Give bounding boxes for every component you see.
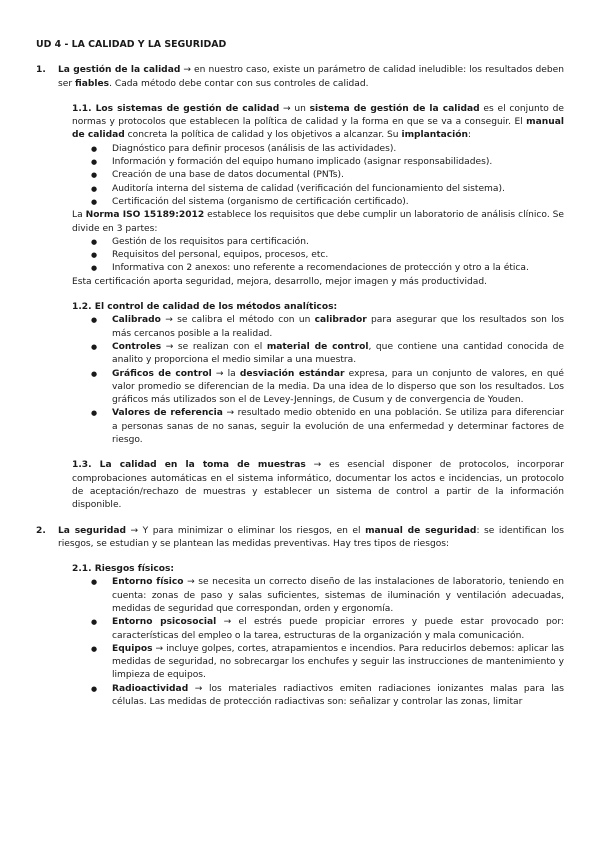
- document-title: UD 4 - LA CALIDAD Y LA SEGURIDAD: [36, 39, 227, 50]
- section-number: 2.: [36, 525, 46, 536]
- subsection-2-1-heading: 2.1. Riesgos físicos:: [72, 564, 175, 575]
- list-item: ● Gráficos de control → la desviación estándar expresa, para un conjunto de valores, en qué valor promedio se diferencian de la media. Da una idea de lo disperso que son los resultados. Los gráficos más utilizados son el de Levey-Jennings, de Cusum y de convergencia de Youden.: [91, 368, 564, 408]
- subsection-1-2: [72, 301, 564, 447]
- section-1-body: [58, 103, 564, 513]
- certification-closing: Esta certificación aporta seguridad, mejora, desarrollo, mejor imagen y más productividad.: [72, 276, 487, 287]
- list-item: ● Entorno físico → se necesita un correcto diseño de las instalaciones de laboratorio, teniendo en cuenta: zonas de paso y salas suficientes, sistemas de iluminación y ventilación adecuadas, medidas de seguridad que correspondan, orden y ergonomía.: [91, 576, 564, 616]
- implantacion-list: [91, 143, 564, 209]
- list-item: ● Certificación del sistema (organismo de certificación certificado).: [91, 196, 564, 209]
- section-1-heading: [36, 64, 564, 91]
- iso-paragraph: La Norma ISO 15189:2012 establece los requisitos que debe cumplir un laboratorio de análisis clínico. Se divide en 3 partes:: [72, 210, 565, 234]
- list-item: ● Equipos → incluye golpes, cortes, atrapamientos e incendios. Para reducirlos debemos: aplicar las medidas de seguridad, no sobrecargar los enchufes y seguir las instrucciones de mantenimiento y limpieza de equipos.: [91, 643, 564, 683]
- section-2-body: [58, 563, 564, 709]
- list-item: ● Creación de una base de datos documental (PNTs).: [91, 169, 564, 182]
- subsection-2-1: [72, 563, 564, 709]
- list-item: ● Diagnóstico para definir procesos (análisis de las actividades).: [91, 143, 564, 156]
- iso-list: [91, 236, 564, 276]
- list-item: ● Radioactividad → los materiales radiactivos emiten radiaciones ionizantes malas para las células. Las medidas de protección radiactivas son: señalizar y controlar las zonas, limitar: [91, 683, 564, 710]
- subsection-1-3: 1.3. La calidad en la toma de muestras → es esencial disponer de protocolos, incorporar comprobaciones automáticas en el sistema informático, documentar los actos e incidencias, un protocolo de aceptación/rechazo de muestras y establecer un sistema de control a partir de la información disponible.: [72, 460, 564, 511]
- section-2-text: La seguridad → Y para minimizar o eliminar los riesgos, en el manual de seguridad: se identifican los riesgos, se estudian y se plantean las medidas preventivas. Hay tres tipos de riesgos:: [58, 525, 564, 549]
- list-item: ● Entorno psicosocial → el estrés puede propiciar errores y puede estar provocado por: características del empleo o la tarea, estructuras de la organización y mala comunicación.: [91, 616, 564, 643]
- list-item: ● Auditoría interna del sistema de calidad (verificación del funcionamiento del sistema).: [91, 183, 564, 196]
- list-item: ● Informativa con 2 anexos: uno referente a recomendaciones de protección y otro a la ética.: [91, 262, 564, 275]
- list-item: ● Valores de referencia → resultado medio obtenido en una población. Se utiliza para diferenciar a personas sanas de no sanas, seguir la evolución de una enfermedad y determinar factores de riesgo.: [91, 407, 564, 447]
- physical-risks-list: [91, 576, 564, 709]
- section-1-text: La gestión de la calidad → en nuestro caso, existe un parámetro de calidad ineludible: los resultados deben ser fiables. Cada método debe contar con sus controles de calidad.: [58, 65, 564, 89]
- subsection-1-1: [72, 103, 564, 289]
- section-number: 1.: [36, 65, 46, 76]
- list-item: ● Gestión de los requisitos para certificación.: [91, 236, 564, 249]
- subsection-1-2-heading: 1.2. El control de calidad de los métodos analíticos:: [72, 302, 338, 313]
- list-item: ● Controles → se realizan con el material de control, que contiene una cantidad conocida de analito y proporciona el medio similar a una muestra.: [91, 341, 564, 368]
- list-item: ● Requisitos del personal, equipos, procesos, etc.: [91, 249, 564, 262]
- list-item: ● Calibrado → se calibra el método con un calibrador para asegurar que los resultados son los más cercanos posible a la realidad.: [91, 314, 564, 341]
- quality-control-list: [91, 314, 564, 447]
- subsection-1-1-intro: 1.1. Los sistemas de gestión de calidad → un sistema de gestión de la calidad es el conjunto de normas y protocolos que establecen la política de calidad y la forma en que se va a conseguir. El manual de calidad concreta la política de calidad y los objetivos a alcanzar. Su implantación:: [72, 103, 564, 141]
- section-2-heading: [36, 525, 564, 552]
- list-item: ● Información y formación del equipo humano implicado (asignar responsabilidades).: [91, 156, 564, 169]
